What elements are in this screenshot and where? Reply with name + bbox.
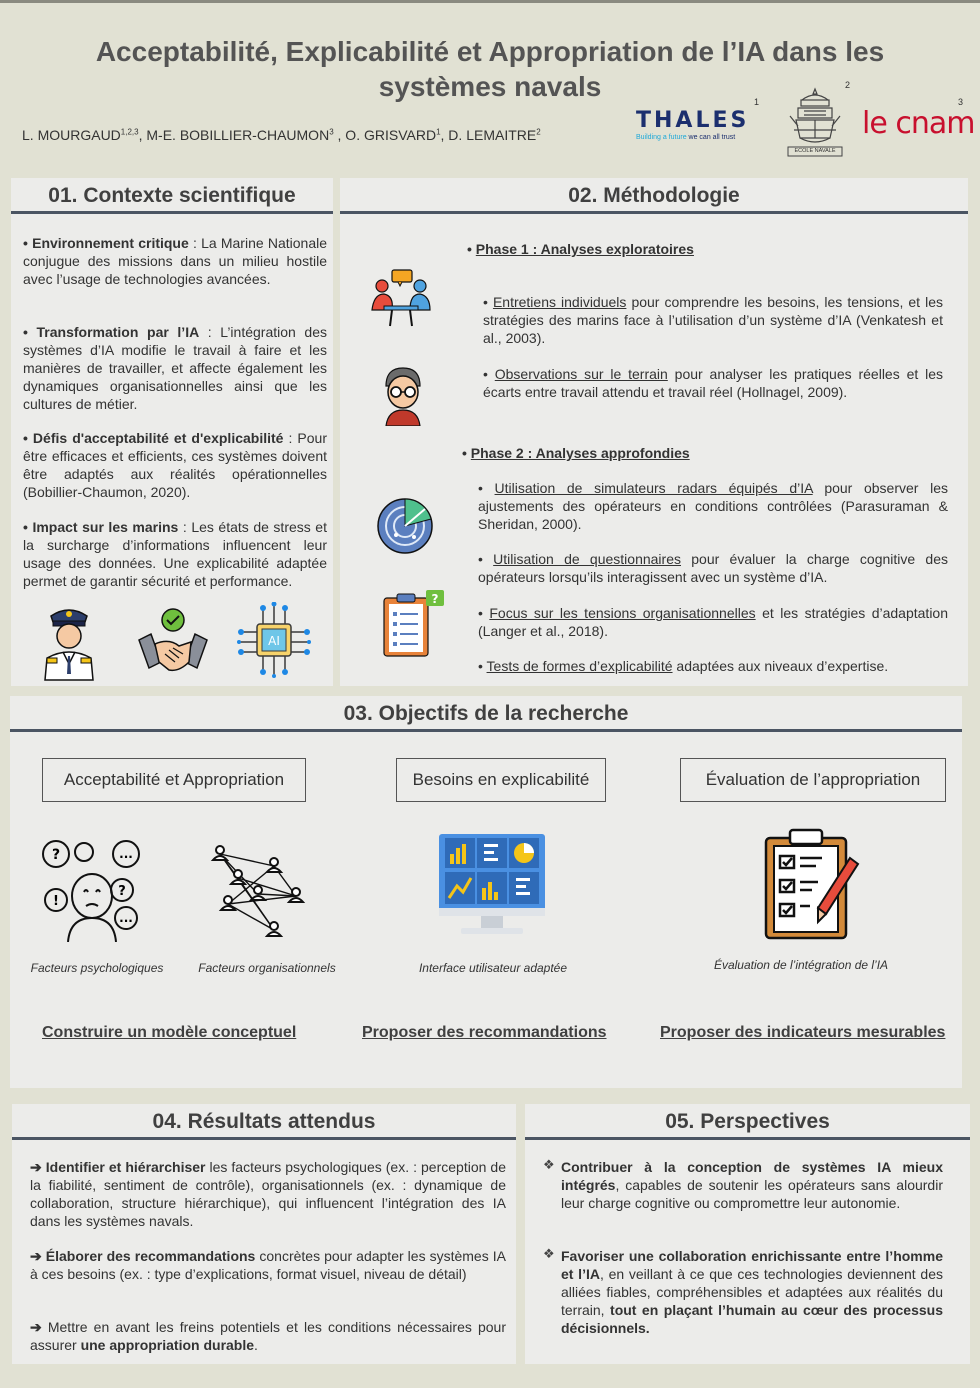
diamond-bullet-icon: ❖ (543, 1158, 555, 1173)
svg-text:?: ? (431, 592, 439, 606)
perspective-item: Favoriser une collaboration enrichissante entre l’homme et l’IA, en veillant à ce que ces technologies deviennent des alliées fiables, compréhensibles et adaptées aux réalités du terrain, tout en plaçant l’humain au cœur des processus décisionnels. (561, 1248, 944, 1336)
phase1-title: • Phase 1 : Analyses exploratoires (467, 241, 694, 257)
interview-icon (370, 268, 432, 328)
sailor-icon (39, 602, 99, 682)
contexte-item: • Impact sur les marins : Les états de stress et la surcharge d’informations influencent leur usage des données. Une explicabilité adaptée permet de garantir sécurité et performance. (23, 519, 327, 589)
organisational-network-icon (208, 842, 308, 942)
resultats-heading: 04. Résultats attendus (12, 1104, 516, 1140)
ai-chip-label: AI (268, 634, 280, 648)
svg-text:!: ! (53, 894, 59, 909)
ecole-label: ECOLE NAVALE (794, 148, 836, 154)
panel-resultats (12, 1104, 516, 1364)
contexte-item: • Défis d'acceptabilité et d'explicabilité : Pour être efficaces et efficients, ces systèmes doivent être adaptés aux réalités opérationnelles (Bobillier-Chaumon, 2020). (23, 430, 327, 500)
method-item: • Entretiens individuels pour comprendre les besoins, les tensions, et les stratégies des marins face à l’utilisation d’un système d’IA (Venkatesh et al., 2003). (483, 294, 944, 346)
caption-psychological: Facteurs psychologiques (30, 961, 164, 975)
handshake-icon (135, 606, 211, 680)
questionnaire-icon (382, 588, 448, 658)
caption-organisational: Facteurs organisationnels (198, 961, 336, 975)
objectifs-heading: 03. Objectifs de la recherche (10, 696, 962, 732)
contexte-heading: 01. Contexte scientifique (11, 178, 333, 214)
svg-text:?: ? (51, 847, 61, 863)
poster-title: Acceptabilité, Explicabilité et Appropriation de l’IA dans les systèmes navals (95, 36, 885, 102)
method-item: • Utilisation de simulateurs radars équipés d’IA pour observer les ajustements des opérateurs en conditions contrôlées (Parasuraman & Sheridan, 2000). (478, 480, 948, 532)
resultat-item: ➔ Mettre en avant les freins potentiels et les conditions nécessaires pour assurer une appropriation durable. (30, 1319, 506, 1353)
objective-acceptabilite: Acceptabilité et Appropriation (42, 758, 306, 802)
resultat-item: ➔ Élaborer des recommandations concrètes pour adapter les systèmes IA à ces besoins (ex. : type d’explications, format visuel, niveau de détail) (30, 1248, 506, 1282)
svg-text:?: ? (118, 884, 126, 899)
ai-chip-icon (237, 602, 311, 678)
methodologie-heading: 02. Méthodologie (340, 178, 968, 214)
link-recommandations[interactable]: Proposer des recommandations (362, 1024, 607, 1041)
panel-objectifs (10, 696, 962, 1088)
method-item: • Observations sur le terrain pour analyser les pratiques réelles et les écarts entre travail attendu et travail réel (Hollnagel, 2009). (483, 366, 943, 400)
resultat-item: ➔ Identifier et hiérarchiser les facteurs psychologiques (ex. : perception de la fiabilité, sentiment de contrôle), organisationnels (ex. : dynamique de collaboration, structure hiérarchique), qui influencent l’intégration des IA dans les systèmes navals. (30, 1159, 506, 1229)
diamond-bullet-icon: ❖ (543, 1247, 555, 1262)
panel-contexte (11, 178, 333, 686)
method-item: • Utilisation de questionnaires pour évaluer la charge cognitive des opérateurs lorsqu’ils interagissent avec un système d’IA. (478, 551, 948, 585)
svg-text:...: ... (119, 847, 133, 861)
thales-logo: THALES Building a future we can all trust (636, 108, 750, 141)
contexte-item: • Environnement critique : La Marine Nationale conjugue des missions dans un milieu hostile avec l’usage de technologies avancées. (23, 235, 327, 287)
psychological-factors-icon (40, 838, 144, 942)
phase2-title: • Phase 2 : Analyses approfondies (462, 445, 690, 461)
authors: L. MOURGAUD$^{1,2,3}$, M-E. BOBILLIER-CHAUMON$^3$ , O. GRISVARD$^1$, D. LEMAITRE$^2$ (22, 127, 541, 143)
checklist-pencil-icon (762, 828, 862, 942)
radar-icon (376, 497, 434, 555)
top-rule (0, 0, 980, 3)
observer-glasses-icon (380, 364, 426, 426)
cnam-logo: le cnam (862, 106, 975, 141)
link-modele-conceptuel[interactable]: Construire un modèle conceptuel (42, 1024, 297, 1041)
dashboard-monitor-icon (437, 832, 547, 942)
objective-evaluation: Évaluation de l’appropriation (680, 758, 946, 802)
method-item: • Tests de formes d’explicabilité adaptées aux niveaux d’expertise. (478, 658, 889, 674)
svg-text:...: ... (119, 911, 133, 925)
panel-methodologie (340, 178, 968, 686)
caption-interface: Interface utilisateur adaptée (418, 961, 568, 975)
panel-perspectives (525, 1104, 970, 1364)
perspective-item: Contribuer à la conception de systèmes IA mieux intégrés, capables de soutenir les opérateurs sans alourdir leur charge cognitive ou compromettre leur autonomie. (561, 1159, 943, 1211)
method-item: • Focus sur les tensions organisationnelles et les stratégies d’adaptation (Langer et al., 2018). (478, 605, 948, 639)
objective-explicabilite: Besoins en explicabilité (396, 758, 606, 802)
perspectives-heading: 05. Perspectives (525, 1104, 970, 1140)
link-indicateurs[interactable]: Proposer des indicateurs mesurables (660, 1024, 946, 1041)
caption-evaluation: Évaluation de l’intégration de l’IA (713, 958, 889, 972)
contexte-item: • Transformation par l’IA : L’intégration des systèmes d’IA modifie le travail à faire et les manières de travailler, et affecte également les dynamiques organisationnelles ainsi que les cultures de métier. (23, 324, 327, 412)
